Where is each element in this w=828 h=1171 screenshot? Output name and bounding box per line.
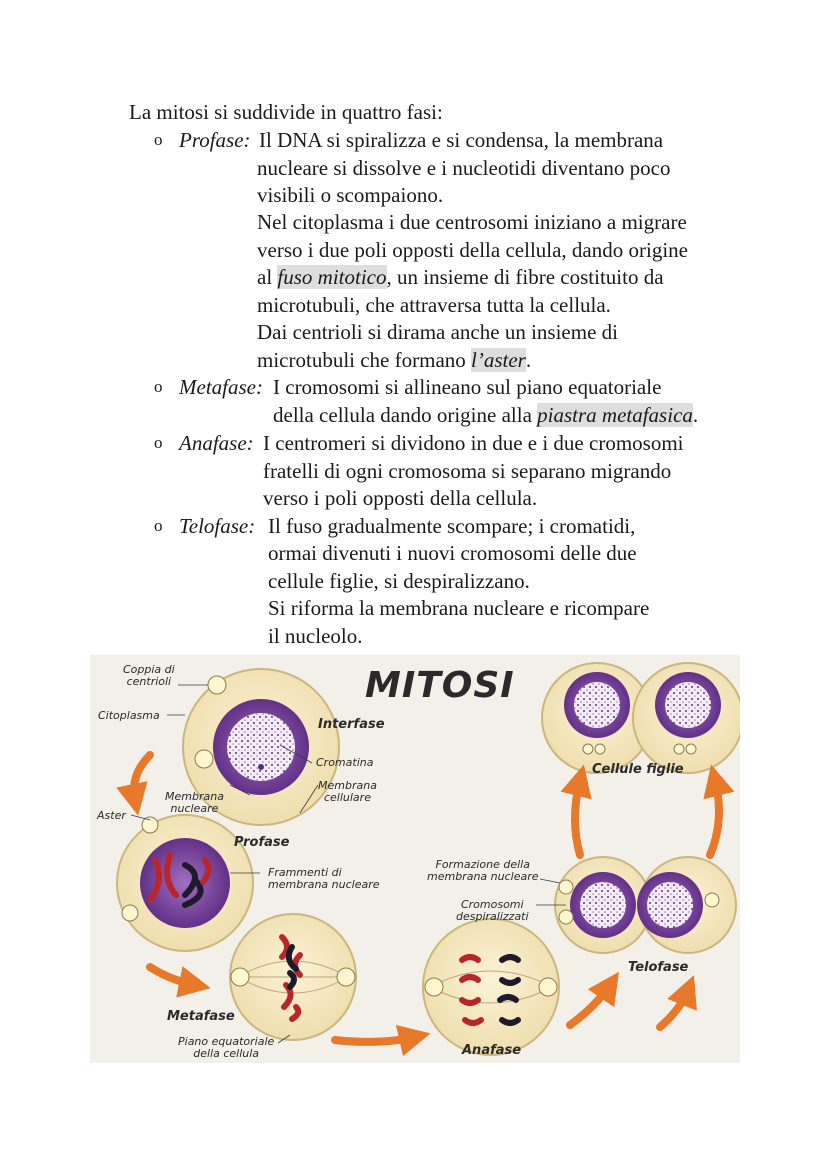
profase-line-2: nucleare si dissolve e i nucleotidi diventano poco: [257, 156, 671, 180]
label-cellule-figlie: Cellule figlie: [592, 762, 684, 777]
phase-anafase-label: [179, 429, 254, 457]
profase-line-5: verso i due poli opposti della cellula, dando origine: [257, 238, 688, 262]
metafase-name: Metafase:: [179, 375, 263, 399]
label-frammenti-2: membrana nucleare: [268, 878, 380, 891]
highlight-aster: l’aster: [471, 348, 526, 372]
profase-line-8: Dai centrioli si dirama anche un insieme di: [257, 320, 618, 344]
metafase-line-2-post: .: [692, 403, 699, 427]
label-cromosomi-1: Cromosomi: [460, 898, 524, 911]
label-piano-equatoriale: [178, 1036, 274, 1060]
label-cromosomi-despiralizzati: [456, 899, 529, 923]
profase-cell: [117, 815, 253, 951]
profase-line-9-pre: microtubuli che formano: [257, 348, 472, 372]
label-anafase: Anafase: [462, 1043, 522, 1058]
label-membrana-cell-2: cellulare: [323, 791, 371, 804]
label-membrana-cell-1: Membrana: [318, 779, 377, 792]
highlight-piastra-metafasica: piastra metafasica: [537, 403, 693, 427]
profase-line-7: microtubuli, che attraversa tutta la cellula.: [257, 293, 611, 317]
mitosis-diagram: [90, 655, 740, 1063]
metafase-line-2-pre: della cellula dando origine alla: [273, 403, 538, 427]
label-cromatina: Cromatina: [316, 756, 374, 769]
daughter-cells: [542, 663, 740, 773]
metafase-line-1: I cromosomi si allineano sul piano equatoriale: [273, 375, 662, 399]
label-frammenti-1: Frammenti di: [268, 866, 342, 879]
label-membrana-nuc-1: Membrana: [165, 790, 224, 803]
phase-telofase-label: [179, 512, 255, 540]
label-formazione-membrana: [427, 859, 539, 883]
anafase-line-3: verso i poli opposti della cellula.: [263, 486, 538, 510]
profase-name: Profase:: [179, 128, 251, 152]
label-coppia-1: Coppia di: [123, 663, 175, 676]
label-frammenti: [268, 867, 380, 891]
label-coppia-centrioli: [123, 664, 175, 688]
label-telofase: Telofase: [628, 960, 689, 975]
bullet-metafase: o: [154, 377, 163, 396]
label-membrana-nucleare: [165, 791, 224, 815]
bullet-telofase: o: [154, 516, 163, 535]
bullet-profase: o: [154, 130, 163, 149]
label-aster: Aster: [97, 809, 126, 822]
label-coppia-2: centrioli: [126, 675, 172, 688]
label-formazione-2: membrana nucleare: [427, 870, 539, 883]
profase-line-9: [257, 346, 531, 374]
anafase-line-2: fratelli di ogni cromosoma si separano migrando: [263, 459, 672, 483]
label-citoplasma: Citoplasma: [98, 709, 160, 722]
highlight-fuso-mitotico: fuso mitotico: [277, 265, 387, 289]
profase-line-9-post: .: [525, 348, 532, 372]
telofase-line-5: il nucleolo.: [268, 624, 363, 648]
telofase-line-2: ormai divenuti i nuovi cromosomi delle due: [268, 541, 637, 565]
label-interfase: Interfase: [318, 717, 385, 732]
mitosis-illustration: [90, 655, 740, 1063]
metafase-cell: [230, 914, 356, 1040]
profase-line-4: Nel citoplasma i due centrosomi iniziano a migrare: [257, 210, 687, 234]
label-metafase: Metafase: [167, 1009, 235, 1024]
profase-line-6-pre: al: [257, 265, 278, 289]
telofase-name: Telofase:: [179, 514, 256, 538]
intro-text: La mitosi si suddivide in quattro fasi:: [129, 100, 443, 124]
label-piano-1: Piano equatoriale: [178, 1035, 275, 1048]
anafase-name: Anafase:: [179, 431, 254, 455]
label-membrana-cellulare: [318, 780, 377, 804]
label-membrana-nuc-2: nucleare: [170, 802, 219, 815]
bullet-anafase: o: [154, 433, 163, 452]
anafase-line-1: I centromeri si dividono in due e i due cromosomi: [263, 431, 684, 455]
profase-line-3: visibili o scompaiono.: [257, 183, 444, 207]
telofase-line-1: Il fuso gradualmente scompare; i cromatidi,: [268, 514, 636, 538]
phase-metafase-label: [179, 373, 263, 401]
label-piano-2: della cellula: [193, 1047, 260, 1060]
telofase-cells: [555, 857, 736, 953]
phase-profase-label: [179, 126, 251, 154]
anafase-cell: [423, 919, 559, 1055]
profase-line-6-post: , un insieme di fibre costituito da: [386, 265, 664, 289]
telofase-line-3: cellule figlie, si despiralizzano.: [268, 569, 530, 593]
telofase-line-4: Si riforma la membrana nucleare e ricompare: [268, 596, 650, 620]
profase-line-1: Il DNA si spiralizza e si condensa, la membrana: [259, 128, 664, 152]
profase-line-6: [257, 263, 664, 291]
label-cromosomi-2: despiralizzati: [456, 910, 529, 923]
label-profase: Profase: [234, 835, 290, 850]
label-formazione-1: Formazione della: [435, 858, 530, 871]
metafase-line-2: [273, 401, 698, 429]
diagram-title: MITOSI: [365, 665, 515, 706]
